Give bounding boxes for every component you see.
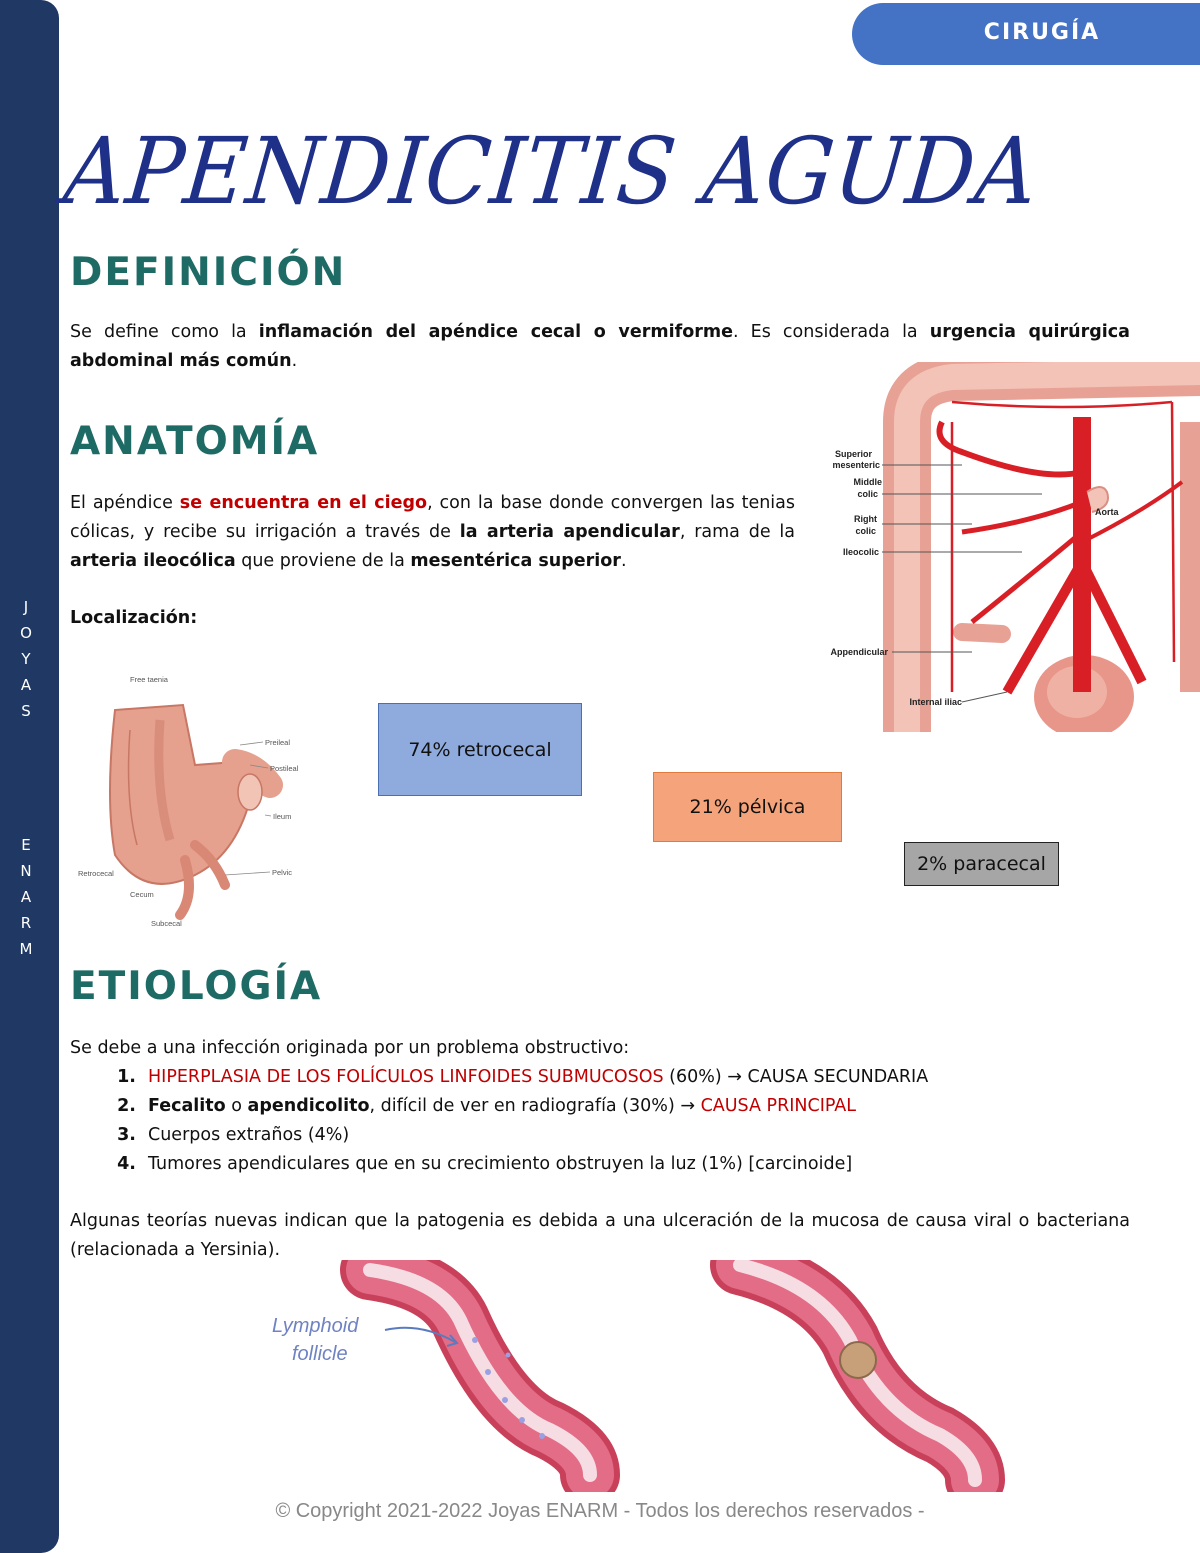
label-right-colic: colic: [855, 526, 876, 536]
text: El apéndice: [70, 493, 180, 513]
label-follicle: follicle: [292, 1343, 348, 1365]
box-retrocecal: 74% retrocecal: [378, 703, 582, 796]
etiologia-list: [70, 1063, 1200, 1179]
label-cecum: Cecum: [130, 890, 154, 899]
heading-definicion: DEFINICIÓN: [70, 250, 347, 295]
appendix-positions-illustration: [75, 670, 315, 935]
list-item: [142, 1150, 1200, 1179]
sidebar-letter: N: [20, 862, 32, 880]
text: Se define como la: [70, 322, 259, 342]
text: o: [225, 1096, 248, 1116]
text: , rama de la: [679, 522, 795, 542]
anatomia-paragraph: [70, 489, 795, 576]
text-bold: arteria ileocólica: [70, 551, 236, 571]
sidebar-letter: R: [20, 914, 32, 932]
label-internal-iliac: Internal iliac: [909, 697, 962, 707]
label-subcecal: Subcecal: [151, 919, 182, 928]
localizacion-label: Localización:: [70, 608, 198, 628]
label-right: Right: [854, 514, 877, 524]
etiologia-note: Algunas teorías nuevas indican que la patogenia es debida a una ulceración de la mucosa de causa viral o bacteriana (relacionada a Yersinia).: [70, 1211, 1130, 1260]
text: .: [620, 551, 627, 571]
label-superior: Superior: [834, 449, 872, 459]
list-item: [142, 1063, 1200, 1092]
text: , difícil de ver en radiografía (30%) →: [369, 1096, 701, 1116]
label-free-taenia: Free taenia: [130, 675, 168, 684]
label-postileal: Postileal: [270, 764, 299, 773]
text: Cuerpos extraños (4%): [148, 1125, 350, 1145]
etiologia-intro: Se debe a una infección originada por un problema obstructivo:: [70, 1038, 630, 1058]
sidebar-letter: A: [20, 888, 32, 906]
text: , con la base donde convergen las tenias cólicas, y recibe su irrigación a través de: [70, 493, 796, 542]
list-item: [142, 1092, 1200, 1121]
text-bold: urgencia quirúrgica abdominal más común: [70, 322, 1130, 371]
text-bold: mesentérica superior: [410, 551, 621, 571]
text-bold: inflamación del apéndice cecal o vermiforme: [258, 322, 733, 342]
section-tag: [852, 3, 1200, 65]
text-bold: la arteria apendicular: [459, 522, 680, 542]
box-pelvica: 21% pélvica: [653, 772, 842, 842]
section-tag-label: CIRUGÍA: [983, 20, 1101, 45]
sidebar-word-enarm: [0, 832, 52, 962]
sidebar-letter: O: [20, 624, 32, 642]
text: .: [291, 351, 298, 371]
label-preileal: Preileal: [265, 738, 291, 747]
heading-anatomia: ANATOMÍA: [70, 419, 320, 464]
label-lymphoid: Lymphoid: [272, 1315, 359, 1337]
text-bold: Fecalito: [148, 1096, 226, 1116]
text-red: CAUSA PRINCIPAL: [700, 1096, 857, 1116]
label-mesenteric: mesenteric: [832, 460, 880, 470]
appendix-obstruction-illustration: [260, 1260, 1020, 1492]
text-red: HIPERPLASIA DE LOS FOLÍCULOS LINFOIDES SUBMUCOSOS: [148, 1067, 664, 1087]
text: Tumores apendiculares que en su crecimiento obstruyen la luz (1%) [carcinoide]: [148, 1154, 853, 1174]
label-appendicular: Appendicular: [830, 647, 888, 657]
label-aorta: Aorta: [1095, 507, 1119, 517]
label-pelvic: Pelvic: [272, 868, 293, 877]
sidebar-word-joyas: [0, 594, 52, 724]
list-item: [142, 1121, 1200, 1150]
box-paracecal: 2% paracecal: [904, 842, 1059, 886]
text-bold: apendicolito: [247, 1096, 370, 1116]
sidebar-letter: Y: [21, 650, 31, 668]
text-red: se encuentra en el ciego: [179, 493, 428, 513]
arteries-illustration: [812, 362, 1200, 732]
text: (60%) → CAUSA SECUNDARIA: [663, 1067, 929, 1087]
sidebar-letter: J: [23, 598, 29, 616]
label-ileum: Ileum: [273, 812, 292, 821]
heading-etiologia: ETIOLOGÍA: [70, 964, 323, 1009]
sidebar-letter: E: [21, 836, 31, 854]
label-middle: Middle: [853, 477, 882, 487]
label-retrocecal: Retrocecal: [78, 869, 114, 878]
label-ileocolic: Ileocolic: [842, 547, 879, 557]
sidebar-letter: A: [20, 676, 32, 694]
label-colic: colic: [857, 489, 878, 499]
footer-copyright: © Copyright 2021-2022 Joyas ENARM - Todos los derechos reservados -: [275, 1500, 925, 1522]
sidebar: [0, 0, 59, 1553]
sidebar-letter: M: [19, 940, 33, 958]
text: . Es considerada la: [732, 322, 930, 342]
page-title: APENDICITIS AGUDA: [59, 118, 1043, 225]
text: que proviene de la: [235, 551, 411, 571]
sidebar-letter: S: [21, 702, 31, 720]
